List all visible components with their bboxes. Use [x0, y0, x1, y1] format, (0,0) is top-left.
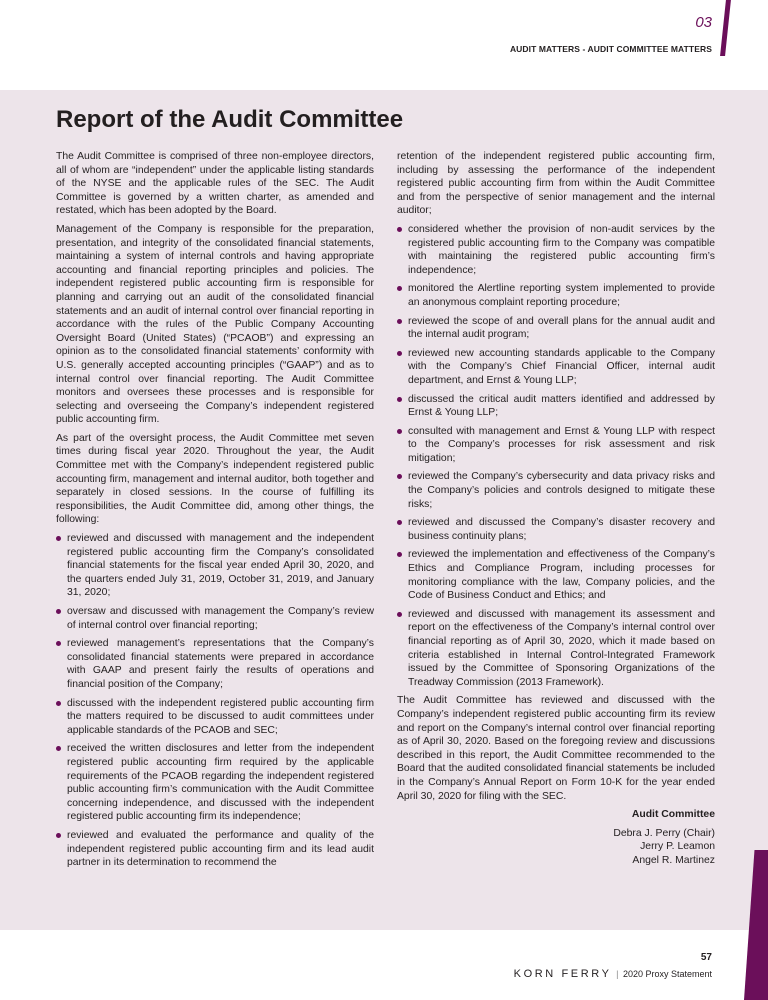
paragraph-recommendation: The Audit Committee has reviewed and discussed with the Company’s independent registered public accounting firm its review and report on the Company’s internal control over financial reporting as of April 30, 2020. Based on the foregoing review and discussions described in this report, the Audit Committee recommended to the Board that the audited consolidated financial statements be included in the Company’s Annual Report on Form 10-K for the year ended April 30, 2020 for filing with the SEC.	[397, 695, 715, 802]
right-column	[397, 150, 715, 868]
list-item: considered whether the provision of non-audit services by the registered public accounting firm to the Company was compatible with maintaining the registered public accounting firm’s independence;	[397, 223, 715, 277]
left-column	[56, 150, 374, 875]
list-item: reviewed the implementation and effectiveness of the Company’s Ethics and Compliance Program, including processes for monitoring compliance with the law, Company policies, and the Code of Business Conduct and Ethics; and	[397, 548, 715, 602]
footer-separator: |	[616, 969, 619, 979]
list-item: discussed the critical audit matters identified and addressed by Ernst & Young LLP;	[397, 393, 715, 420]
section-title: AUDIT MATTERS - AUDIT COMMITTEE MATTERS	[509, 44, 712, 54]
signature-heading: Audit Committee	[631, 809, 715, 821]
list-item: reviewed new accounting standards applicable to the Company with the Company’s Chief Financial Officer, internal audit department, and Ernst & Young LLP;	[397, 347, 715, 388]
list-item: reviewed the scope of and overall plans for the annual audit and the internal audit program;	[397, 315, 715, 342]
list-item: received the written disclosures and letter from the independent registered public accounting firm required by the applicable requirements of the PCAOB regarding the independent registered public accounting firm’s communication with the Audit Committee concerning independence, and discussed with the independent registered public accounting firm its independence;	[56, 742, 374, 824]
list-item: reviewed and evaluated the performance and quality of the independent registered public accounting firm and its lead audit partner in its determination to recommend the	[56, 829, 374, 870]
section-number: 03	[695, 14, 712, 31]
list-item: monitored the Alertline reporting system implemented to provide an anonymous complaint reporting procedure;	[397, 282, 715, 309]
list-item: oversaw and discussed with management the Company’s review of internal control over financial reporting;	[56, 605, 374, 632]
paragraph-continuation: retention of the independent registered public accounting firm, including by assessing the performance of the independent registered public accounting firm from within the Audit Committee and from the perspective of senior management and the internal auditor;	[397, 151, 715, 217]
list-item: reviewed and discussed with management its assessment and report on the effectiveness of the Company’s internal control over financial reporting as of April 30, 2020, which it made based on criteria established in Internal Control-Integrated Framework issued by the Committee of Sponsoring Organizations of the Treadway Commission (2013 Framework).	[397, 608, 715, 690]
document-title: 2020 Proxy Statement	[622, 969, 712, 979]
list-item: consulted with management and Ernst & Young LLP with respect to the Company’s processes for risk assessment and risk mitigation;	[397, 425, 715, 466]
activities-list-left	[56, 532, 374, 870]
list-item: reviewed the Company’s cybersecurity and data privacy risks and the Company’s policies and controls designed to mitigate these risks;	[397, 470, 715, 511]
paragraph-oversight-process: As part of the oversight process, the Audit Committee met seven times during fiscal year 2020. Throughout the year, the Audit Committee met with the Company’s independent registered public accounting firm, management and internal auditor, both together and separately in closed sessions. In the course of fulfilling its responsibilities, the Audit Committee did, among other things, the following:	[56, 432, 374, 526]
paragraph-committee-composition: The Audit Committee is comprised of three non-employee directors, all of whom are “independent” under the applicable listing standards of the NYSE and the applicable rules of the SEC. The Audit Committee is governed by a written charter, as amended and restated, which has been adopted by the Board.	[56, 151, 374, 217]
brand-logo-text: KORN FERRY	[513, 968, 612, 980]
signatory-name: Jerry P. Leamon	[640, 841, 715, 853]
page-number: 57	[700, 952, 712, 963]
list-item: reviewed and discussed the Company’s disaster recovery and business continuity plans;	[397, 516, 715, 543]
page-title: Report of the Audit Committee	[56, 106, 404, 133]
list-item: discussed with the independent registered public accounting firm the matters required to be discussed to audit committees under applicable standards of the PCAOB and SEC;	[56, 697, 374, 738]
footer	[514, 968, 712, 980]
activities-list-right	[397, 223, 715, 689]
list-item: reviewed and discussed with management and the independent registered public accounting firm the Company’s consolidated financial statements for the fiscal year ended April 30, 2020, and the quarters ended July 31, 2019, October 31, 2019, and January 31, 2020;	[56, 532, 374, 600]
header-accent-bar	[720, 0, 731, 56]
signatory-name: Debra J. Perry (Chair)	[613, 827, 715, 839]
paragraph-responsibilities: Management of the Company is responsible for the preparation, presentation, and integrity of the consolidated financial statements, maintaining a system of internal controls and having appropriate accounting and financial reporting principles and policies. The independent registered public accounting firm is responsible for planning and carrying out an audit of the consolidated financial statements and an audit of internal control over financial reporting in accordance with the rules of the Public Company Accounting Oversight Board (United States) (“PCAOB”) and expressing an opinion as to the consolidated financial statements’ conformity with U.S. generally accepted accounting principles (“GAAP”) and as to internal control over financial reporting. The Audit Committee monitors and oversees these processes and is responsible for selecting and overseeing the Company’s independent registered public accounting firm.	[56, 223, 374, 426]
list-item: reviewed management’s representations that the Company’s consolidated financial statements were prepared in accordance with GAAP and present fairly the results of operations and financial position of the Company;	[56, 637, 374, 691]
signatory-name: Angel R. Martinez	[632, 854, 715, 866]
